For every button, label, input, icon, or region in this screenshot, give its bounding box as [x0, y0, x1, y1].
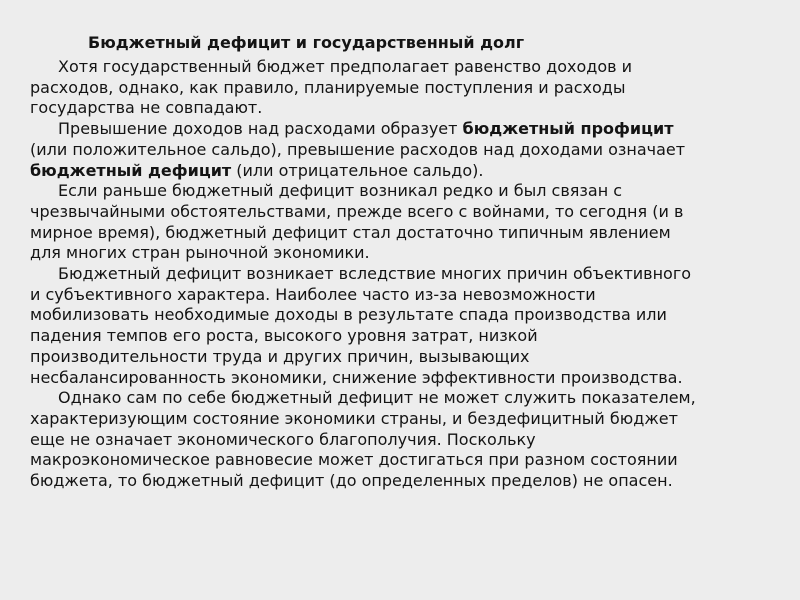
- text-line: [30, 119, 750, 140]
- text-line: для многих стран рыночной экономики.: [30, 243, 370, 263]
- text-segment: (или отрицательное сальдо).: [231, 160, 484, 180]
- bold-term: бюджетный дефицит: [30, 160, 232, 180]
- text-line: макроэкономическое равновесие может достигаться при разном состоянии: [30, 450, 678, 470]
- text-line: Бюджетный дефицит возникает вследствие многих причин объективного: [58, 264, 692, 284]
- text-line: расходов, однако, как правило, планируемые поступления и расходы: [30, 77, 626, 97]
- text-line: производительности труда и других причин, вызывающих: [30, 346, 530, 366]
- text-line: государства не совпадают.: [30, 98, 263, 118]
- text-line: и субъективного характера. Наиболее часто из-за невозможности: [30, 284, 596, 304]
- text-line: бюджета, то бюджетный дефицит (до определенных пределов) не опасен.: [30, 471, 673, 491]
- slide-title: Бюджетный дефицит и государственный долг: [88, 33, 525, 52]
- text-line: еще не означает экономического благополучия. Поскольку: [30, 429, 536, 449]
- text-line: мирное время), бюджетный дефицит стал достаточно типичным явлением: [30, 222, 671, 242]
- bold-term: бюджетный профицит: [462, 119, 674, 139]
- text-line: (или положительное сальдо), превышение расходов над доходами означает: [30, 139, 686, 159]
- text-line: [30, 161, 750, 182]
- text-line: мобилизовать необходимые доходы в результате спада производства или: [30, 305, 667, 325]
- text-line: Если раньше бюджетный дефицит возникал редко и был связан с: [58, 181, 623, 201]
- text-line: падения темпов его роста, высокого уровня затрат, низкой: [30, 326, 538, 346]
- text-line: несбалансированность экономики, снижение эффективности производства.: [30, 367, 683, 387]
- text-line: характеризующим состояние экономики страны, и бездефицитный бюджет: [30, 408, 678, 428]
- text-line: Однако сам по себе бюджетный дефицит не может служить показателем,: [58, 388, 696, 408]
- text-line: чрезвычайными обстоятельствами, прежде всего с войнами, то сегодня (и в: [30, 201, 684, 221]
- body-text: [30, 57, 750, 492]
- text-segment: Превышение доходов над расходами образует: [58, 119, 463, 139]
- text-line: Хотя государственный бюджет предполагает равенство доходов и: [58, 57, 633, 76]
